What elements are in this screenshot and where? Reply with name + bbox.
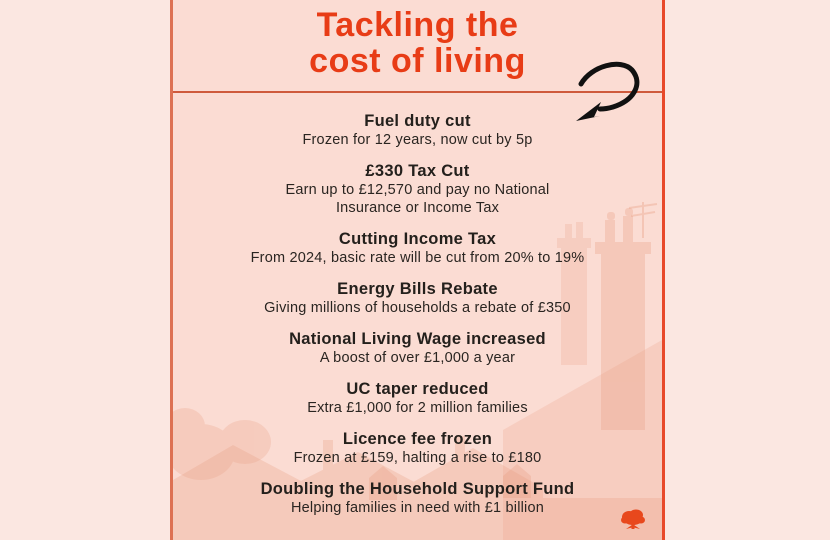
item-detail: Frozen for 12 years, now cut by 5p [302, 132, 533, 148]
list-item-tax-cut [173, 162, 662, 217]
item-heading: Doubling the Household Support Fund [260, 480, 575, 498]
list-item-licence-fee [173, 430, 662, 467]
item-detail: A boost of over £1,000 a year [319, 350, 516, 366]
item-detail: Extra £1,000 for 2 million families [307, 400, 528, 416]
item-heading: National Living Wage increased [289, 330, 546, 348]
list-item-living-wage [173, 330, 662, 367]
list-item-support-fund [173, 480, 662, 517]
item-detail: Frozen at £159, halting a rise to £180 [293, 450, 542, 466]
list-item-uc-taper [173, 380, 662, 417]
item-detail: Giving millions of households a rebate of £350 [264, 300, 571, 316]
title-line-1: Tackling the [316, 6, 519, 44]
oak-tree-logo-icon [620, 508, 646, 532]
item-detail: Helping families in need with £1 billion [290, 500, 545, 516]
item-heading: Licence fee frozen [342, 430, 493, 448]
curved-arrow-icon [567, 58, 649, 128]
item-detail: Earn up to £12,570 and pay no National [285, 182, 550, 198]
item-heading: Fuel duty cut [364, 112, 471, 130]
item-heading: UC taper reduced [346, 380, 489, 398]
poster-panel [170, 0, 665, 540]
item-heading: Energy Bills Rebate [337, 280, 498, 298]
item-detail-line2: Insurance or Income Tax [335, 200, 500, 216]
list-item-income-tax [173, 230, 662, 267]
list-item-energy-rebate [173, 280, 662, 317]
item-heading: Cutting Income Tax [338, 230, 497, 248]
item-heading: £330 Tax Cut [365, 162, 470, 180]
item-detail: From 2024, basic rate will be cut from 20% to 19% [250, 250, 585, 266]
policy-list [173, 93, 662, 517]
title-line-2: cost of living [309, 42, 526, 80]
